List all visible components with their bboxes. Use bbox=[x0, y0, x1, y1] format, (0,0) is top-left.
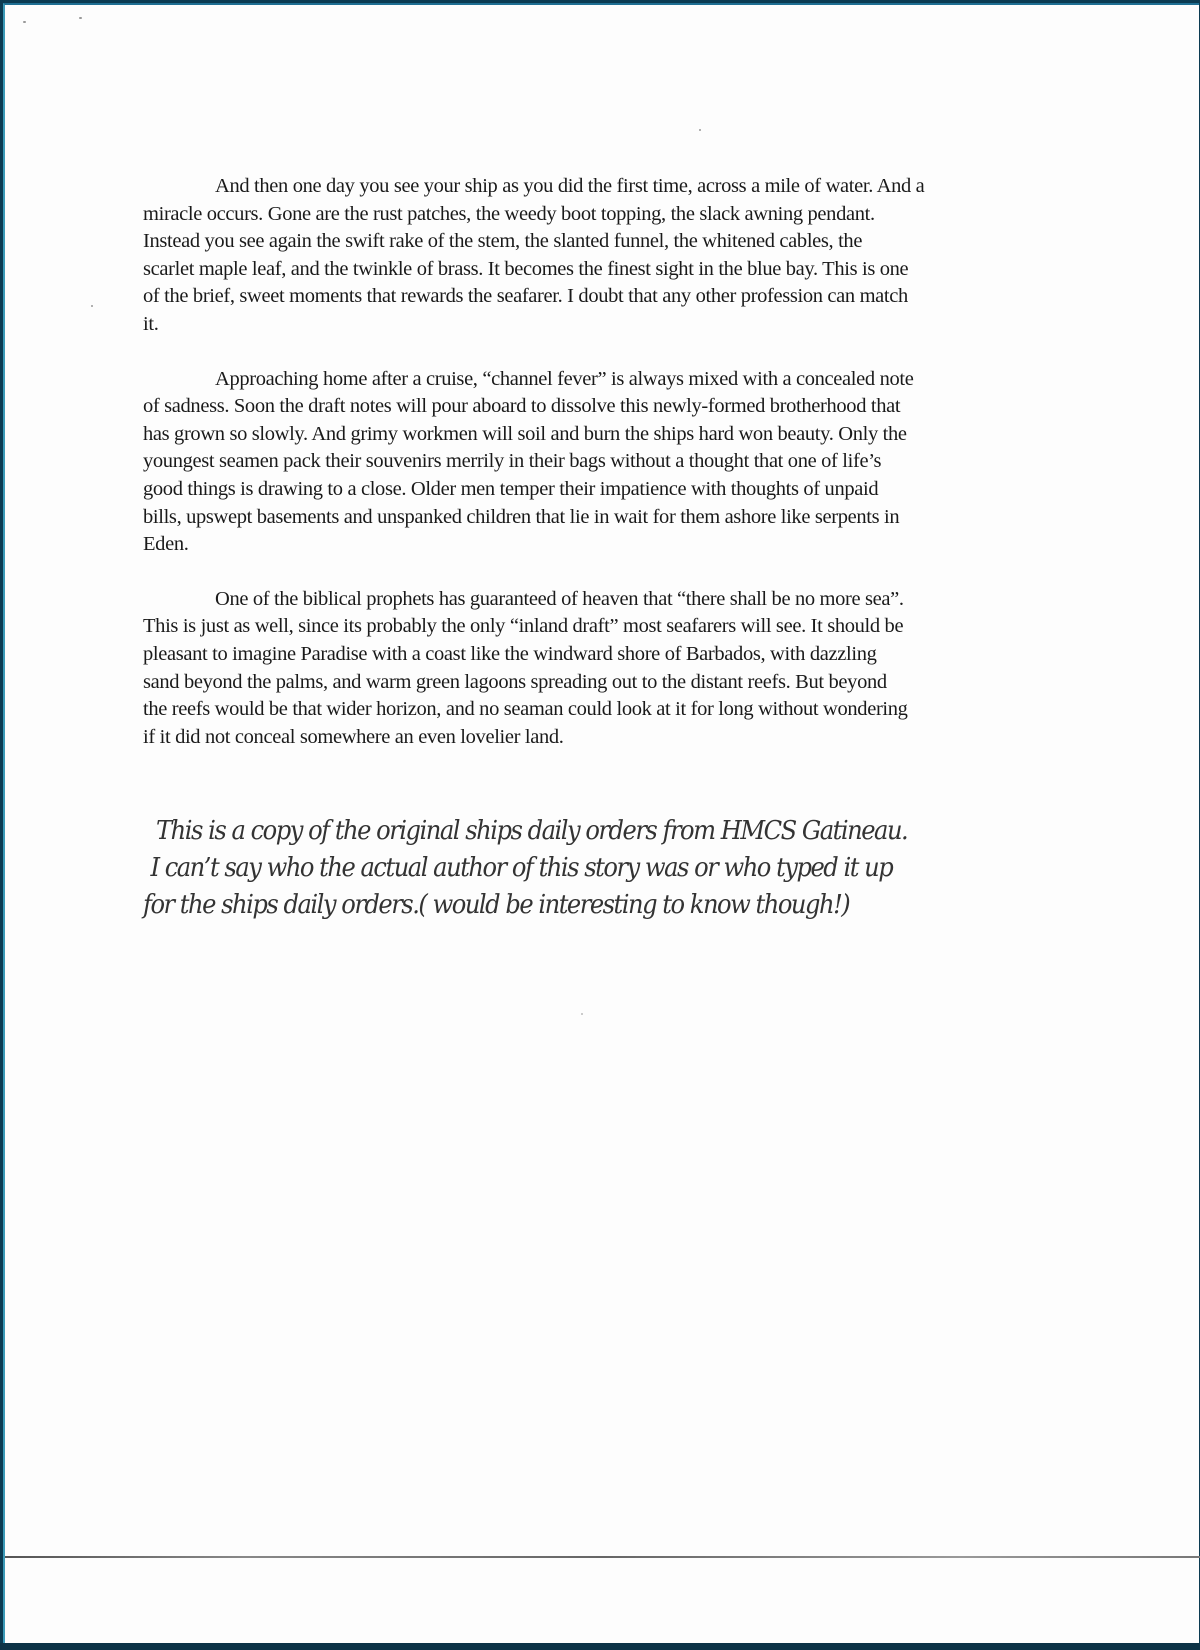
text-line: And then one day you see your ship as you did the first time, across a mile of water. And a bbox=[215, 175, 925, 197]
scan-edge-line bbox=[5, 1556, 1200, 1558]
text-line: of the brief, sweet moments that rewards the seafarer. I doubt that any other profession can match bbox=[143, 285, 908, 308]
note-line: for the ships daily orders.( would be interesting to know though!) bbox=[143, 890, 850, 920]
text-line: bills, upswept basements and unspanked children that lie in wait for them ashore like serpents in bbox=[143, 505, 900, 528]
text-line: youngest seamen pack their souvenirs merrily in their bags without a thought that one of life’s bbox=[143, 450, 882, 473]
scan-speck bbox=[23, 21, 26, 23]
scanned-page bbox=[3, 3, 1199, 1643]
text-line: Approaching home after a cruise, “channel fever” is always mixed with a concealed note bbox=[215, 367, 914, 390]
text-line: if it did not conceal somewhere an even lovelier land. bbox=[143, 725, 564, 748]
paragraph-no-more-sea bbox=[143, 586, 1063, 752]
text-line: Instead you see again the swift rake of the stem, the slanted funnel, the whitened cables, the bbox=[143, 230, 863, 253]
scan-speck bbox=[91, 305, 93, 307]
text-line: One of the biblical prophets has guaranteed of heaven that “there shall be no more sea”. bbox=[215, 587, 904, 610]
text-line: pleasant to imagine Paradise with a coast like the windward shore of Barbados, with dazzling bbox=[143, 642, 877, 665]
text-line: scarlet maple leaf, and the twinkle of brass. It becomes the finest sight in the blue bay. This is one bbox=[143, 257, 909, 280]
scanner-bed-edge bbox=[0, 1643, 1200, 1650]
text-line: it. bbox=[143, 312, 159, 335]
scan-speck bbox=[581, 1013, 583, 1015]
note-line: I can’t say who the actual author of this story was or who typed it up bbox=[150, 853, 893, 883]
handwritten-style-note bbox=[143, 813, 1036, 924]
text-line: has grown so slowly. And grimy workmen will soil and burn the ships hard won beauty. Only the bbox=[143, 422, 907, 445]
paragraph-channel-fever bbox=[143, 366, 1063, 559]
text-line: good things is drawing to a close. Older men temper their impatience with thoughts of unpaid bbox=[143, 477, 879, 500]
note-line: This is a copy of the original ships daily orders from HMCS Gatineau. bbox=[156, 816, 908, 846]
text-line: sand beyond the palms, and warm green lagoons spreading out to the distant reefs. But beyond bbox=[143, 670, 887, 693]
text-line: the reefs would be that wider horizon, and no seaman could look at it for long without wondering bbox=[143, 698, 908, 721]
scan-speck bbox=[699, 129, 701, 131]
scan-speck bbox=[79, 17, 82, 19]
document-body bbox=[143, 173, 1063, 778]
text-line: miracle occurs. Gone are the rust patches, the weedy boot topping, the slack awning pendant. bbox=[143, 202, 875, 225]
paragraph-ship-miracle bbox=[143, 173, 1063, 339]
text-line: Eden. bbox=[143, 533, 189, 556]
text-line: This is just as well, since its probably the only “inland draft” most seafarers will see. It should be bbox=[143, 615, 904, 638]
text-line: of sadness. Soon the draft notes will pour aboard to dissolve this newly-formed brotherhood that bbox=[143, 395, 901, 418]
